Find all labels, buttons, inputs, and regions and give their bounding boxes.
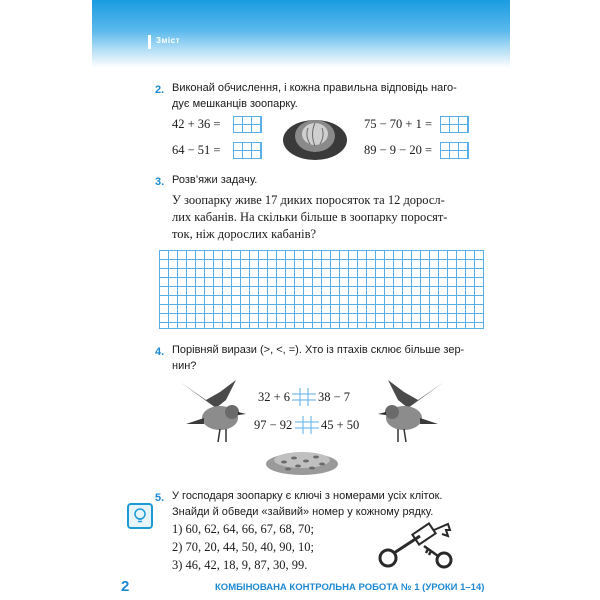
task-2-line-1: Виконай обчислення, і кожна правильна відповідь наго- (172, 82, 457, 94)
compare-sign-box-2[interactable] (295, 416, 319, 434)
number-row-3: 3) 46, 42, 18, 9, 87, 30, 99. (172, 558, 308, 572)
compare-left-1: 32 + 6 (258, 390, 291, 404)
task-2-expression-4: 89 − 9 − 20 = (364, 143, 433, 157)
task-4-line-2: нин? (172, 360, 197, 372)
footer-title: КОМБІНОВАНА КОНТРОЛЬНА РОБОТА № 1 (УРОКИ 1–14) (215, 582, 485, 593)
answer-grid-1[interactable] (233, 116, 262, 133)
task-5-line-2: Знайди й обведи «зайвий» номер у кожному рядку. (172, 506, 434, 518)
task-2-line-2: дує мешканців зоопарку. (172, 98, 298, 110)
header-marker (148, 35, 151, 49)
task-3-paragraph-2: лих кабанів. На скільки більше в зоопарку поросят- (172, 210, 448, 224)
task-5-number: 5. (155, 492, 165, 504)
task-4-line-1: Порівняй вирази (>, <, =). Хто із птахів склює більше зер- (172, 344, 465, 356)
task-2-number: 2. (155, 84, 165, 96)
compare-right-1: 38 − 7 (318, 390, 351, 404)
task-3-paragraph-1: У зоопарку живе 17 диких поросяток та 12 доросл- (172, 193, 445, 207)
task-2-expression-2: 64 − 51 = (172, 143, 221, 157)
number-row-1: 1) 60, 62, 64, 66, 67, 68, 70; (172, 522, 315, 536)
answer-grid-3[interactable] (440, 116, 469, 133)
answer-grid-2[interactable] (233, 142, 262, 159)
solution-grid[interactable] (159, 250, 484, 329)
lightbulb-icon (127, 503, 153, 529)
left-bird-image (176, 378, 248, 446)
right-bird-image (376, 378, 448, 446)
cabbage-image (280, 110, 350, 162)
task-2-expression-3: 75 − 70 + 1 = (364, 117, 433, 131)
compare-right-2: 45 + 50 (321, 418, 360, 432)
number-row-2: 2) 70, 20, 44, 50, 40, 90, 10; (172, 540, 315, 554)
task-4-number: 4. (155, 346, 165, 358)
compare-sign-box-1[interactable] (292, 388, 316, 406)
keys-image (376, 520, 458, 572)
task-2-expression-1: 42 + 36 = (172, 117, 221, 131)
task-3-paragraph-3: ток, ніж дорослих кабанів? (172, 227, 317, 241)
header-band (92, 0, 510, 68)
compare-left-2: 97 − 92 (254, 418, 293, 432)
task-3-title: Розв’яжи задачу. (172, 174, 258, 186)
header-label: Зміст (156, 36, 181, 45)
task-5-line-1: У господаря зоопарку є ключі з номерами усіх кліток. (172, 490, 443, 502)
page-number: 2 (121, 578, 130, 595)
answer-grid-4[interactable] (440, 142, 469, 159)
grain-pile-image (264, 446, 340, 476)
task-3-number: 3. (155, 176, 165, 188)
